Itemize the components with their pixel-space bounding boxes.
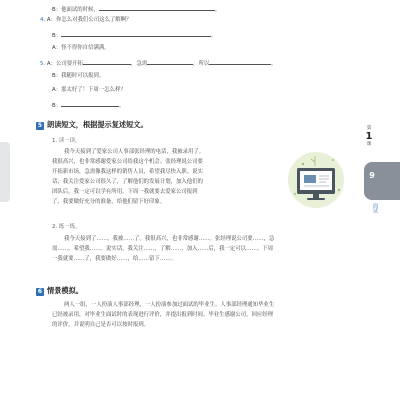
- passage-line: 话，我关注爱家公司很久了，了解他们的发展计划，加入他们的: [52, 179, 203, 185]
- speaker-b: B：: [52, 7, 62, 13]
- dialogue-text: B：我随时可以报到。: [52, 73, 105, 79]
- dialogue-text: A：怪不得你自信满满。: [52, 45, 110, 51]
- practice-line: 需……，希望我……。说实话，我关注……，了解……，加入……后，我一定可以……。下周: [52, 246, 274, 252]
- dialogue-text: 他面试的时候，: [61, 7, 99, 13]
- section-5-heading: [36, 120, 148, 130]
- blank-field[interactable]: [83, 58, 131, 65]
- scenario-description: [52, 300, 274, 330]
- dialogue-text: A：你怎么对我们公司这么了解啊？: [46, 17, 132, 23]
- section-number-badge: 6: [37, 288, 43, 295]
- passage-line: 团队后，我一定可以学有所用。下周一我就要去爱家公司报到: [52, 189, 198, 195]
- lesson-tab-number: 9: [369, 171, 375, 180]
- lesson-label-mid: 课: [366, 142, 372, 147]
- section-title: 情景模拟。: [47, 286, 83, 295]
- question-4: [40, 16, 131, 24]
- dialogue-line-b2: B： 。: [52, 30, 217, 40]
- lesson-indicator: [362, 126, 376, 156]
- dialogue-text: A：那太好了！下周一怎么样？: [52, 87, 126, 93]
- item-1-label: 1. 读一读。: [52, 138, 81, 144]
- lesson-tab-title: 面试: [372, 203, 378, 213]
- dialogue-line-b3: [52, 72, 104, 80]
- lesson-number-top: 1: [365, 131, 373, 142]
- practice-line: 一我就要……了，我要做好……，给……留下……。: [52, 256, 176, 262]
- passage-line: 我今天接到了爱家公司人事部张经理的电话，我被录用了。: [64, 149, 205, 155]
- scenario-line: 已经被录用，对毕业生面试时的表现进行评价，并提出报到时间。毕业生感谢公司，回应经理: [52, 312, 274, 318]
- blank-field[interactable]: [61, 30, 211, 37]
- dialogue-text: ，所以: [193, 61, 210, 67]
- dialogue-text: ，急需: [130, 61, 148, 67]
- blank-field[interactable]: [61, 100, 119, 107]
- question-number: 5.: [40, 61, 46, 67]
- computer-illustration: [285, 150, 347, 210]
- page-edge-tab: [0, 142, 10, 202]
- scenario-line: 两人一组，一人扮演人事部经理，一人扮演参加过面试的毕业生。人事部经理通知毕业生: [64, 302, 275, 308]
- dialogue-line-a2: [52, 44, 110, 52]
- section-title: 朗读短文，根据提示复述短文。: [47, 120, 148, 129]
- dialogue-line-b4: B： 。: [52, 100, 125, 110]
- speaker-b: B：: [52, 103, 62, 109]
- blank-field[interactable]: [147, 58, 193, 65]
- practice-passage: [52, 234, 274, 264]
- passage-line: 我很高兴，也非常感谢爱家公司给我这个机会。张经理说公司要: [52, 159, 203, 165]
- section-6-heading: [36, 286, 83, 296]
- dialogue-line-a3: [52, 86, 126, 94]
- item-2-label: 2. 练一练。: [52, 224, 81, 230]
- practice-line: 我今天接到了……，我被……了。我很高兴，也非常感谢……。张经理说公司要……，急: [64, 236, 275, 242]
- speaker-b: B：: [52, 33, 62, 39]
- dialogue-text: A：公司要开拓: [46, 61, 83, 67]
- passage-line: 了，我要做好充分的准备，给他们留下好印象。: [52, 199, 166, 205]
- lesson-tab[interactable]: [364, 162, 400, 200]
- scenario-line: 的评价，并说明自己是否可以按时报到。: [52, 322, 150, 328]
- section-number-badge: 5: [37, 122, 43, 129]
- blank-field[interactable]: [209, 58, 271, 65]
- passage-line: 开拓新市场，急需像我这样的销售人员，希望我尽快入职。说实: [52, 169, 203, 175]
- dialogue-line-b1: B：他面试的时候， 。: [52, 4, 220, 14]
- lesson-label-top: 第: [366, 126, 372, 131]
- blank-field[interactable]: [99, 4, 215, 11]
- question-5: 5. A：公司要开拓 ，急需 ，所以 。: [40, 58, 277, 68]
- reading-passage: [52, 147, 204, 207]
- question-number: 4.: [40, 17, 46, 23]
